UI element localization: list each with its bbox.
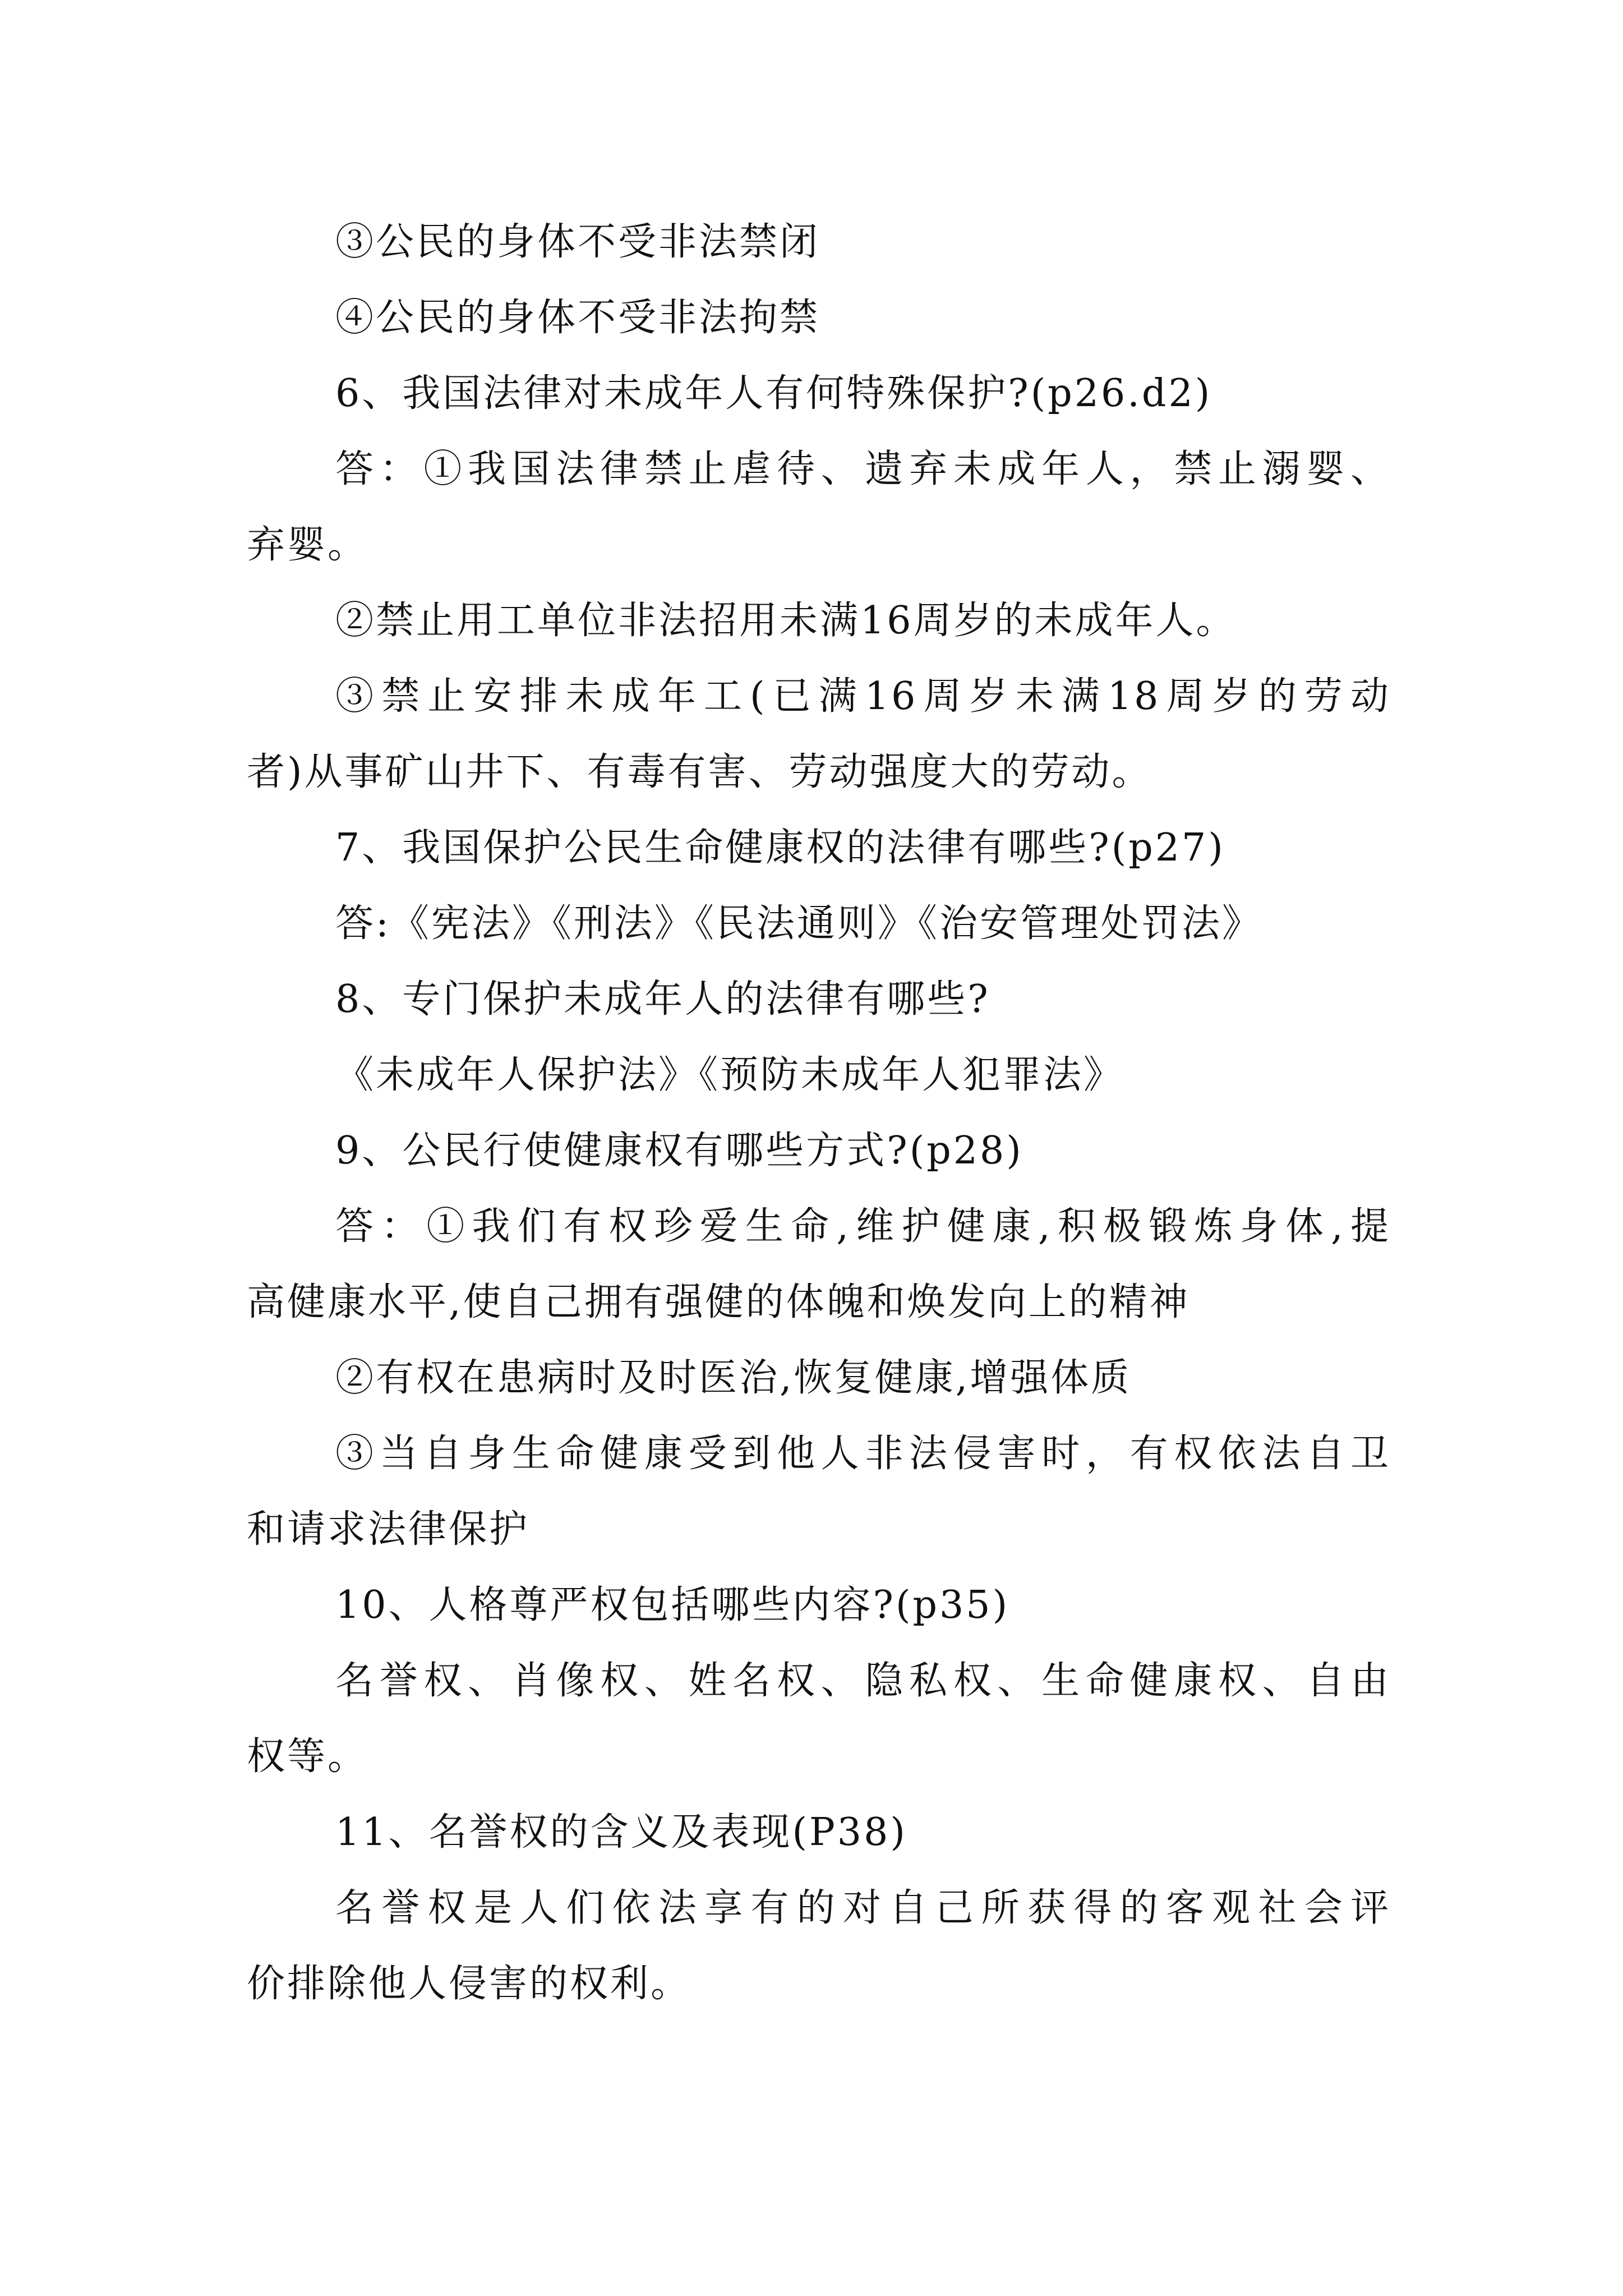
answer-11-line-2: 价排除他人侵害的权利。 bbox=[247, 1962, 691, 2006]
answer-7: 答:《宪法》《刑法》《民法通则》《治安管理处罚法》 bbox=[335, 901, 1262, 946]
answer-6-line-2: 弃婴。 bbox=[247, 523, 368, 567]
question-9-heading: 9、公民行使健康权有哪些方式?(p28) bbox=[335, 1129, 1023, 1173]
list-item-4-body-not-detained: ④公民的身体不受非法拘禁 bbox=[335, 296, 820, 340]
answer-11-line-1: 名誉权是人们依法享有的对自己所获得的客观社会评 bbox=[335, 1886, 1391, 1930]
answer-9-item-1-line-2: 高健康水平,使自己拥有强健的体魄和焕发向上的精神 bbox=[247, 1280, 1190, 1324]
answer-6-item-3-line-2: 者)从事矿山井下、有毒有害、劳动强度大的劳动。 bbox=[247, 750, 1152, 794]
answer-9-item-3-line-1: ③当自身生命健康受到他人非法侵害时，有权依法自卫 bbox=[335, 1432, 1391, 1476]
question-7-heading: 7、我国保护公民生命健康权的法律有哪些?(p27) bbox=[335, 826, 1225, 870]
answer-9-item-3-line-2: 和请求法律保护 bbox=[247, 1507, 530, 1552]
list-item-3-body-not-confined: ③公民的身体不受非法禁闭 bbox=[335, 220, 820, 264]
answer-10-line-1: 名誉权、肖像权、姓名权、隐私权、生命健康权、自由 bbox=[335, 1659, 1391, 1703]
question-8-heading: 8、专门保护未成年人的法律有哪些? bbox=[335, 977, 990, 1022]
answer-8: 《未成年人保护法》《预防未成年人犯罪法》 bbox=[335, 1053, 1124, 1097]
answer-6-line-1: 答：①我国法律禁止虐待、遗弃未成年人，禁止溺婴、 bbox=[335, 447, 1391, 491]
answer-6-item-2: ②禁止用工单位非法招用未满16周岁的未成年人。 bbox=[335, 599, 1237, 643]
question-6-heading: 6、我国法律对未成年人有何特殊保护?(p26.d2) bbox=[335, 371, 1212, 416]
answer-9-item-2: ②有权在患病时及时医治,恢复健康,增强体质 bbox=[335, 1356, 1132, 1400]
question-11-heading: 11、名誉权的含义及表现(P38) bbox=[335, 1810, 907, 1855]
answer-9-item-1-line-1: 答：①我们有权珍爱生命,维护健康,积极锻炼身体,提 bbox=[335, 1204, 1391, 1249]
question-10-heading: 10、人格尊严权包括哪些内容?(p35) bbox=[335, 1583, 1010, 1627]
answer-10-line-2: 权等。 bbox=[247, 1734, 368, 1779]
answer-6-item-3-line-1: ③禁止安排未成年工(已满16周岁未满18周岁的劳动 bbox=[335, 674, 1391, 719]
